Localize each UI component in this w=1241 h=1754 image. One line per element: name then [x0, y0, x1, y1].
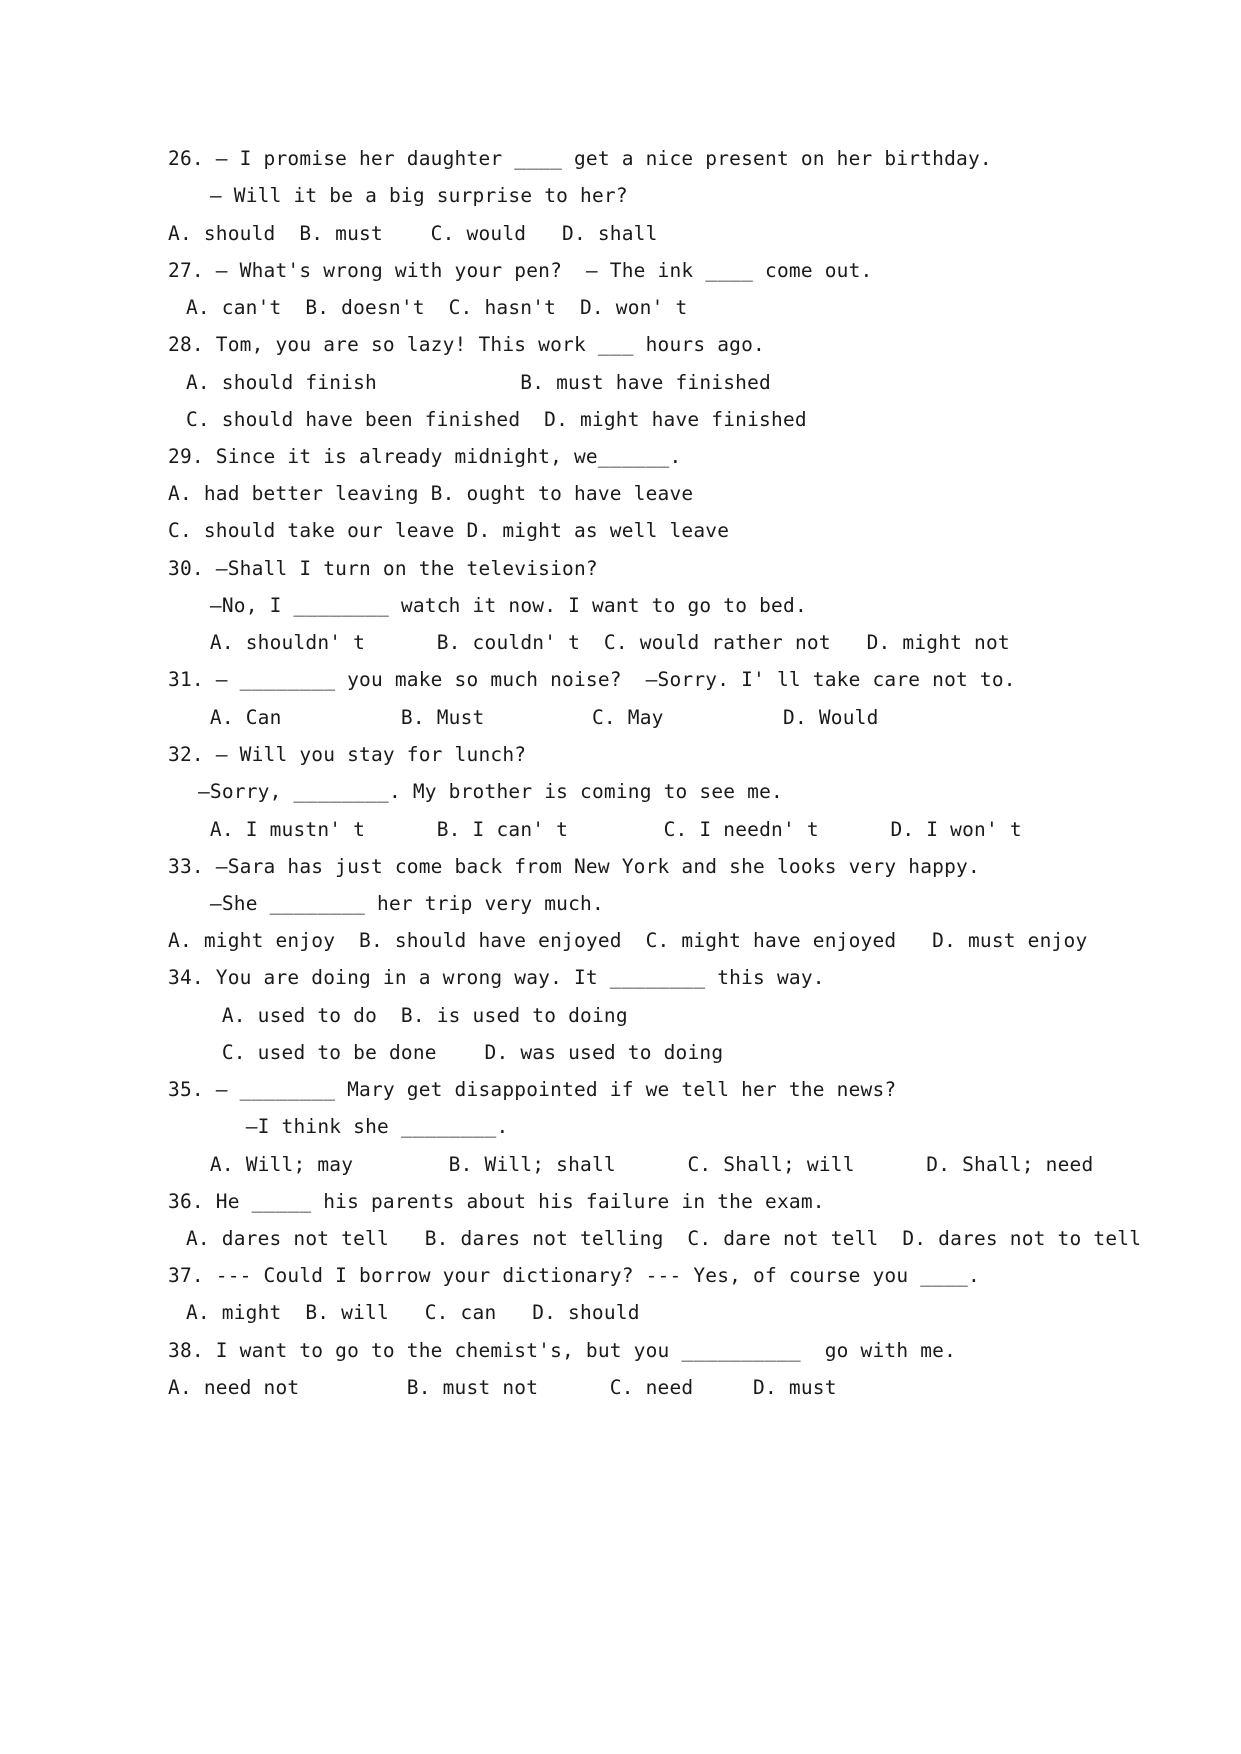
q27-stem: 27. — What's wrong with your pen? — The ink ____ come out. [168, 259, 873, 282]
q35-response: —I think she ________. [186, 1115, 509, 1138]
q28-stem: 28. Tom, you are so lazy! This work ___ hours ago. [168, 333, 765, 356]
q32-response: —Sorry, ________. My brother is coming to see me. [186, 780, 783, 803]
q26-stem: 26. — I promise her daughter ____ get a nice present on her birthday. [168, 147, 992, 170]
q28-options-ab: A. should finish B. must have finished [174, 371, 771, 394]
q27-options: A. can't B. doesn't C. hasn't D. won' t [174, 296, 688, 319]
q35-options: A. Will; may B. Will; shall C. Shall; will D. Shall; need [186, 1153, 1094, 1176]
q29-stem: 29. Since it is already midnight, we______. [168, 445, 682, 468]
q29-options-cd: C. should take our leave D. might as well leave [168, 519, 730, 542]
q30-options: A. shouldn' t B. couldn' t C. would rather not D. might not [186, 631, 1010, 654]
q29-options-ab: A. had better leaving B. ought to have leave [168, 482, 694, 505]
q34-options-ab: A. used to do B. is used to doing [186, 1004, 628, 1027]
q37-stem: 37. --- Could I borrow your dictionary? --- Yes, of course you ____. [168, 1264, 980, 1287]
q38-stem: 38. I want to go to the chemist's, but you __________ go with me. [168, 1339, 957, 1362]
q32-options: A. I mustn' t B. I can' t C. I needn' t D. I won' t [186, 818, 1022, 841]
q34-options-cd: C. used to be done D. was used to doing [186, 1041, 724, 1064]
q38-options: A. need not B. must not C. need D. must [168, 1376, 837, 1399]
q36-stem: 36. He _____ his parents about his failure in the exam. [168, 1190, 825, 1213]
q31-stem: 31. — ________ you make so much noise? —Sorry. I' ll take care not to. [168, 668, 1016, 691]
q30-stem: 30. —Shall I turn on the television? [168, 557, 598, 580]
q26-options: A. should B. must C. would D. shall [168, 222, 658, 245]
q31-options: A. Can B. Must C. May D. Would [186, 706, 879, 729]
q33-response: —She ________ her trip very much. [186, 892, 604, 915]
q28-options-cd: C. should have been finished D. might have finished [174, 408, 807, 431]
q37-options: A. might B. will C. can D. should [174, 1301, 640, 1324]
q26-response: — Will it be a big surprise to her? [186, 184, 628, 207]
q34-stem: 34. You are doing in a wrong way. It ________ this way. [168, 966, 825, 989]
q36-options: A. dares not tell B. dares not telling C. dare not tell D. dares not to tell [174, 1227, 1142, 1250]
q33-stem: 33. —Sara has just come back from New York and she looks very happy. [168, 855, 980, 878]
q35-stem: 35. — ________ Mary get disappointed if we tell her the news? [168, 1078, 897, 1101]
q32-stem: 32. — Will you stay for lunch? [168, 743, 527, 766]
q30-response: —No, I ________ watch it now. I want to go to bed. [186, 594, 807, 617]
q33-options: A. might enjoy B. should have enjoyed C. might have enjoyed D. must enjoy [168, 929, 1088, 952]
